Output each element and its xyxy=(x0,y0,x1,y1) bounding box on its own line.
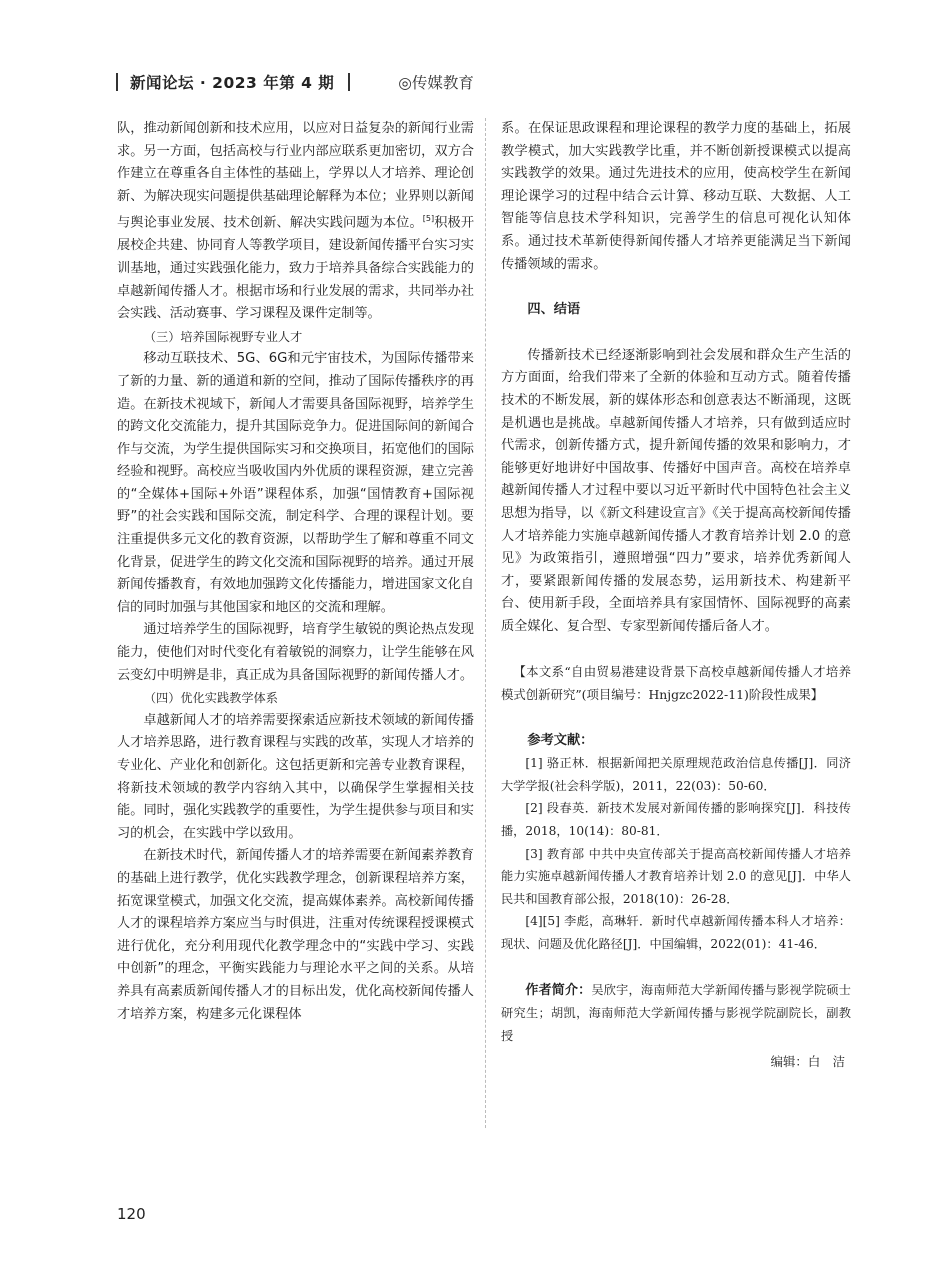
funding-note: 【本文系“自由贸易港建设背景下高校卓越新闻传播人才培养模式创新研究”(项目编号：Hnjgzc2022-11)阶段性成果】 xyxy=(501,664,851,703)
author-label: 作者简介： xyxy=(525,982,592,998)
reference-item: [2] 段春英．新技术发展对新闻传播的影响探究[J]．科技传播，2018，10(14)：80-81． xyxy=(501,801,851,839)
citation-mark: [5] xyxy=(422,214,435,224)
section-heading: 四、结语 xyxy=(527,302,581,318)
subheading: （四）优化实践教学体系 xyxy=(143,691,278,706)
subheading: （三）培养国际视野专业人才 xyxy=(143,329,303,344)
column-divider xyxy=(485,118,486,1128)
paragraph: 移动互联技术、5G、6G和元宇宙技术，为国际传播带来了新的力量、新的通道和新的空间，推动了国际传播秩序的再造。在新技术视域下，新闻人才需要具备国际视野，培养学生的跨文化交流能力，提升其国际竞争力。促进国际间的新闻合作与交流，为学生提供国际实习和交换项目，拓宽他们的国际经验和视野。高校应当吸收国内外优质的课程资源，建立完善的“全媒体+国际+外语”课程体系，加强“国情教育+国际视野”的社会实践和国际交流，制定科学、合理的课程计划。要注重提供多元文化的教育资源，以帮助学生了解和尊重不同文化背景，促进学生的跨文化交流和国际视野的培养。通过开展新闻传播教育，有效地加强跨文化传播能力，增进国家文化自信的同时加强与其他国家和地区的交流和理解。 xyxy=(117,351,474,615)
author-bio: 作者简介：吴欣宇，海南师范大学新闻传播与影视学院硕士研究生；胡凯，海南师范大学新闻传播与影视学院副院长，副教授 xyxy=(501,982,851,1043)
reference-item: [4][5] 李彪，高琳轩．新时代卓越新闻传播本科人才培养：现状、问题及优化路径[J]．中国编辑，2022(01)：41-46． xyxy=(501,914,851,951)
paragraph: 系。在保证思政课程和理论课程的教学力度的基础上，拓展教学模式，加大实践教学比重，并不断创新授课模式以提高实践教学的效果。通过先进技术的应用，使高校学生在新闻理论课学习的过程中结合云计算、移动互联、大数据、人工智能等信息技术学科知识，完善学生的信息可视化认知体系。通过技术革新使得新闻传播人才培养更能满足当下新闻传播领域的需求。 xyxy=(501,121,851,272)
page-number: 120 xyxy=(117,1205,146,1223)
paragraph: 在新技术时代，新闻传播人才的培养需要在新闻素养教育的基础上进行教学，优化实践教学理念，创新课程培养方案，拓宽课堂模式，加强文化交流，提高媒体素养。高校新闻传播人才的课程培养方案应当与时俱进，注重对传统课程授课模式进行优化，充分利用现代化教学理念中的“实践中学习、实践中创新”的理念，平衡实践能力与理论水平之间的关系。从培养具有高素质新闻传播人才的目标出发，优化高校新闻传播人才培养方案，构建多元化课程体 xyxy=(117,848,474,1022)
left-column xyxy=(117,118,474,1026)
header-divider xyxy=(348,73,350,91)
paragraph: 队，推动新闻创新和技术应用，以应对日益复杂的新闻行业需求。另一方面，包括高校与行业内部应联系更加密切，双方合作建立在尊重各自主体性的基础上，学界以人才培养、理论创新、为解决现实问题提供基础理论解释为本位；业界则以新闻与舆论事业发展、技术创新、解决实践问题为本位。[5]积极开展校企共建、协同育人等教学项目，建设新闻传播平台实习实训基地，通过实践强化能力，致力于培养具备综合实践能力的卓越新闻传播人才。根据市场和行业发展的需求，共同举办社会实践、活动赛事、学习课程及课件定制等。 xyxy=(117,121,475,322)
paragraph: 传播新技术已经逐渐影响到社会发展和群众生产生活的方方面面，给我们带来了全新的体验和互动方式。随着传播技术的不断发展，新的媒体形态和创意表达不断涌现，这既是机遇也是挑战。卓越新闻传播人才培养，只有做到适应时代需求，创新传播方式，提升新闻传播的效果和影响力，才能够更好地讲好中国故事、传播好中国声音。高校在培养卓越新闻传播人才过程中要以习近平新时代中国特色社会主义思想为指导，以《新文科建设宣言》《关于提高高校新闻传播人才培养能力实施卓越新闻传播人才教育培养计划 2.0 的意见》为政策指引，遵照增强“四力”要求，培养优秀新闻人才，要紧跟新闻传播的发展态势，运用新技术、构建新平台、使用新手段，全面培养具有家国情怀、国际视野的高素质全媒化、复合型、专家型新闻传播后备人才。 xyxy=(501,347,851,634)
journal-issue: 新闻论坛 · 2023 年第 4 期 xyxy=(130,74,335,92)
reference-item: [3] 教育部 中共中央宣传部关于提高高校新闻传播人才培养能力实施卓越新闻传播人才教育培养计划 2.0 的意见[J]．中华人民共和国教育部公报，2018(10)：26-28． xyxy=(501,846,851,906)
running-header xyxy=(116,70,474,94)
header-divider xyxy=(116,73,118,91)
right-column xyxy=(501,118,851,1074)
references-heading: 参考文献： xyxy=(527,732,594,748)
editor-credit: 编辑：白 洁 xyxy=(770,1054,845,1070)
section-label: ◎传媒教育 xyxy=(398,74,474,92)
paragraph: 卓越新闻人才的培养需要探索适应新技术领域的新闻传播人才培养思路，进行教育课程与实践的改革，实现人才培养的专业化、产业化和创新化。这包括更新和完善专业教育课程，将新技术领域的教学内容纳入其中，以确保学生掌握相关技能。同时，强化实践教学的重要性，为学生提供参与项目和实习的机会，在实践中学以致用。 xyxy=(117,712,474,841)
paragraph: 通过培养学生的国际视野，培育学生敏锐的舆论热点发现能力，使他们对时代变化有着敏锐的洞察力，让学生能够在风云变幻中明辨是非，真正成为具备国际视野的新闻传播人才。 xyxy=(117,622,474,683)
reference-item: [1] 骆正林．根据新闻把关原理规范政治信息传播[J]．同济大学学报(社会科学版)，2011，22(03)：50-60． xyxy=(501,756,851,793)
